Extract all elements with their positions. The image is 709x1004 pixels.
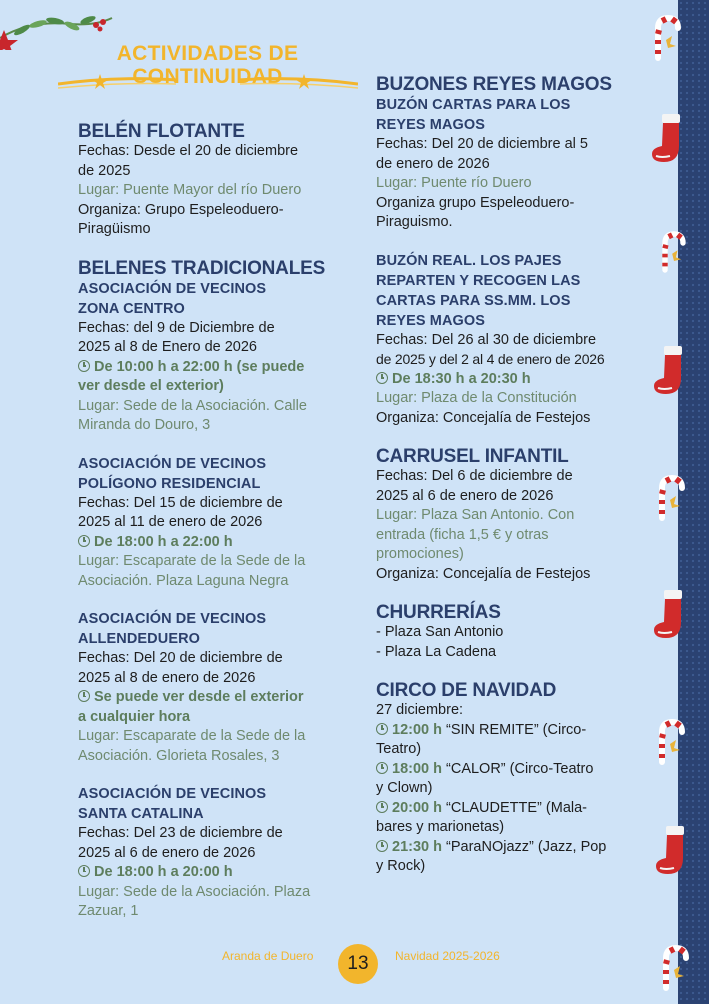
catalina-lugar2: Zazuar, 1	[78, 903, 139, 919]
carrusel-org: Organiza: Concejalía de Festejos	[376, 565, 591, 582]
candy-cane-icon	[656, 228, 692, 276]
clock-icon	[376, 372, 388, 384]
zona-centro-hora2: ver desde el exterior)	[78, 378, 224, 394]
belen-lugar: Lugar: Puente Mayor del río Duero	[78, 182, 302, 198]
buzones-title: BUZONES REYES MAGOS	[376, 74, 612, 95]
carrusel-lugar2: entrada (ficha 1,5 € y otras	[376, 526, 549, 543]
circo-show-text: “ParaNOjazz” (Jazz, Pop	[441, 838, 607, 855]
allende-fechas1: Fechas: Del 20 de diciembre de	[78, 650, 283, 666]
poligono-lugar2: Asociación. Plaza Laguna Negra	[78, 572, 289, 589]
carrusel-fechas2: 2025 al 6 de enero de 2026	[376, 487, 554, 504]
circo-show-time: 12:00 h	[392, 721, 442, 738]
allende-lugar1: Lugar: Escaparate de la Sede de la	[78, 728, 306, 744]
footer-town: Aranda de Duero	[222, 949, 314, 963]
carrusel-lugar1: Lugar: Plaza San Antonio. Con	[376, 507, 575, 523]
event-buzon-cartas	[376, 95, 638, 233]
candy-cane-icon	[656, 944, 696, 992]
poligono-lugar1: Lugar: Escaparate de la Sede de la	[78, 553, 306, 569]
clock-icon	[78, 535, 90, 547]
circo-show-text: “CALOR” (Circo-Teatro	[441, 760, 594, 777]
page-number: 13	[338, 944, 378, 984]
allende-hora2: a cualquier hora	[78, 708, 191, 725]
allende-hora1: Se puede ver desde el exterior	[94, 689, 304, 705]
circo-show-text: “SIN REMITE” (Circo-	[441, 721, 587, 738]
poligono-sub1: ASOCIACIÓN DE VECINOS	[78, 455, 267, 472]
buzon-real-fechas2: de 2025 y del 2 al 4 de enero de 2026	[376, 351, 605, 367]
clock-icon	[376, 762, 388, 774]
catalina-fechas1: Fechas: Del 23 de diciembre de	[78, 825, 283, 841]
buzon-cartas-org1: Organiza grupo Espeleoduero-	[376, 194, 575, 211]
circo-show-time: 18:00 h	[392, 760, 442, 777]
event-circo	[376, 680, 638, 877]
belen-fechas-line1: Fechas: Desde el 20 de diciembre	[78, 143, 299, 159]
allende-hora-row	[78, 688, 340, 708]
christmas-stocking-icon	[650, 344, 690, 400]
circo-fecha: 27 diciembre:	[376, 702, 464, 718]
zona-centro-sub1: ASOCIACIÓN DE VECINOS	[78, 280, 267, 297]
clock-icon	[376, 801, 388, 813]
catalina-sub2: SANTA CATALINA	[78, 806, 204, 822]
circo-show	[376, 799, 638, 819]
clock-icon	[78, 360, 90, 372]
header-line-2: CONTINUIDAD	[132, 65, 283, 88]
right-column	[376, 74, 638, 895]
circo-show-cont: y Rock)	[376, 858, 426, 874]
clock-icon	[376, 840, 388, 852]
buzon-real-lugar: Lugar: Plaza de la Constitución	[376, 390, 577, 406]
circo-show	[376, 721, 638, 741]
buzon-real-sub3: CARTAS PARA SS.MM. LOS	[376, 292, 571, 309]
buzon-real-fechas1: Fechas: Del 26 al 30 de diciembre	[376, 331, 597, 348]
buzon-cartas-sub1: BUZÓN CARTAS PARA LOS	[376, 97, 571, 113]
circo-show	[376, 760, 638, 780]
churrerias-item-1: - Plaza San Antonio	[376, 624, 504, 640]
event-churrerias	[376, 602, 638, 662]
event-carrusel	[376, 446, 638, 584]
circo-show-cont: bares y marionetas)	[376, 819, 505, 835]
catalina-sub1: ASOCIACIÓN DE VECINOS	[78, 786, 267, 802]
candy-cane-icon	[652, 718, 692, 766]
circo-title: CIRCO DE NAVIDAD	[376, 680, 557, 701]
buzon-real-hora-row	[376, 370, 638, 390]
christmas-stocking-icon	[648, 112, 688, 168]
belen-organiza-line1: Organiza: Grupo Espeleoduero-	[78, 201, 284, 218]
carrusel-fechas1: Fechas: Del 6 de diciembre de	[376, 468, 573, 484]
poligono-hora-row	[78, 533, 340, 553]
catalina-fechas2: 2025 al 6 de enero de 2026	[78, 844, 256, 861]
belen-flotante-title: BELÉN FLOTANTE	[78, 121, 245, 142]
zona-centro-hora1: De 10:00 h a 22:00 h (se puede	[94, 358, 305, 375]
event-poligono-residencial	[78, 454, 340, 592]
clock-icon	[78, 690, 90, 702]
event-allendeduero	[78, 609, 340, 766]
allende-lugar2: Asociación. Glorieta Rosales, 3	[78, 747, 280, 764]
circo-show-time: 21:30 h	[392, 838, 442, 855]
churrerias-title: CHURRERÍAS	[376, 602, 501, 623]
belen-organiza-line2: Piragüismo	[78, 221, 151, 237]
zona-centro-sub2: ZONA CENTRO	[78, 300, 185, 317]
event-santa-catalina	[78, 784, 340, 922]
circo-show	[376, 838, 638, 858]
buzon-real-sub1: BUZÓN REAL. LOS PAJES	[376, 252, 562, 269]
poligono-sub2: POLÍGONO RESIDENCIAL	[78, 475, 261, 492]
star-swoosh-decoration	[58, 70, 358, 96]
christmas-stocking-icon	[652, 824, 692, 880]
zona-centro-lugar2: Miranda do Douro, 3	[78, 417, 211, 433]
belen-fechas-line2: de 2025	[78, 162, 131, 179]
candy-cane-icon	[648, 14, 688, 62]
circo-show-time: 20:00 h	[392, 799, 442, 816]
left-column	[78, 121, 340, 940]
allende-sub1: ASOCIACIÓN DE VECINOS	[78, 611, 267, 627]
buzon-real-sub4: REYES MAGOS	[376, 312, 486, 329]
circo-show-cont: Teatro)	[376, 741, 422, 757]
event-belen-flotante	[78, 121, 340, 240]
carrusel-lugar3: promociones)	[376, 546, 464, 562]
circo-show-cont: y Clown)	[376, 780, 433, 796]
buzon-real-sub2: REPARTEN Y RECOGEN LAS	[376, 272, 581, 289]
event-zona-centro	[78, 279, 340, 436]
poligono-fechas1: Fechas: Del 15 de diciembre de	[78, 494, 283, 511]
buzon-cartas-lugar: Lugar: Puente río Duero	[376, 175, 532, 191]
churrerias-item-2: - Plaza La Cadena	[376, 643, 497, 660]
zona-centro-hora-row	[78, 358, 340, 378]
carrusel-title: CARRUSEL INFANTIL	[376, 446, 569, 467]
allende-fechas2: 2025 al 8 de enero de 2026	[78, 669, 256, 686]
clock-icon	[78, 865, 90, 877]
catalina-lugar1: Lugar: Sede de la Asociación. Plaza	[78, 883, 311, 900]
poligono-hora: De 18:00 h a 22:00 h	[94, 533, 233, 550]
buzon-cartas-org2: Piraguismo.	[376, 214, 453, 230]
zona-centro-fechas2: 2025 al 8 de Enero de 2026	[78, 339, 257, 355]
catalina-hora-row	[78, 863, 340, 883]
circo-show-text: “CLAUDETTE” (Mala-	[441, 799, 587, 816]
buzon-real-hora: De 18:30 h a 20:30 h	[392, 370, 531, 387]
buzon-cartas-fechas1: Fechas: Del 20 de diciembre al 5	[376, 136, 588, 152]
allende-sub2: ALLENDEDUERO	[78, 631, 201, 647]
catalina-hora: De 18:00 h a 20:00 h	[94, 864, 233, 880]
belenes-tradicionales-title: BELENES TRADICIONALES	[78, 257, 326, 279]
footer-edition: Navidad 2025-2026	[395, 949, 500, 963]
buzon-cartas-fechas2: de enero de 2026	[376, 155, 490, 172]
zona-centro-fechas1: Fechas: del 9 de Diciembre de	[78, 319, 275, 336]
clock-icon	[376, 723, 388, 735]
buzon-cartas-sub2: REYES MAGOS	[376, 117, 486, 133]
zona-centro-lugar1: Lugar: Sede de la Asociación. Calle	[78, 397, 307, 414]
header-line-1: ACTIVIDADES DE	[116, 42, 299, 65]
candy-cane-icon	[652, 474, 692, 522]
poligono-fechas2: 2025 al 11 de enero de 2026	[78, 514, 263, 530]
christmas-stocking-icon	[650, 588, 690, 644]
event-buzon-real	[376, 251, 638, 429]
buzon-real-org: Organiza: Concejalía de Festejos	[376, 409, 591, 426]
